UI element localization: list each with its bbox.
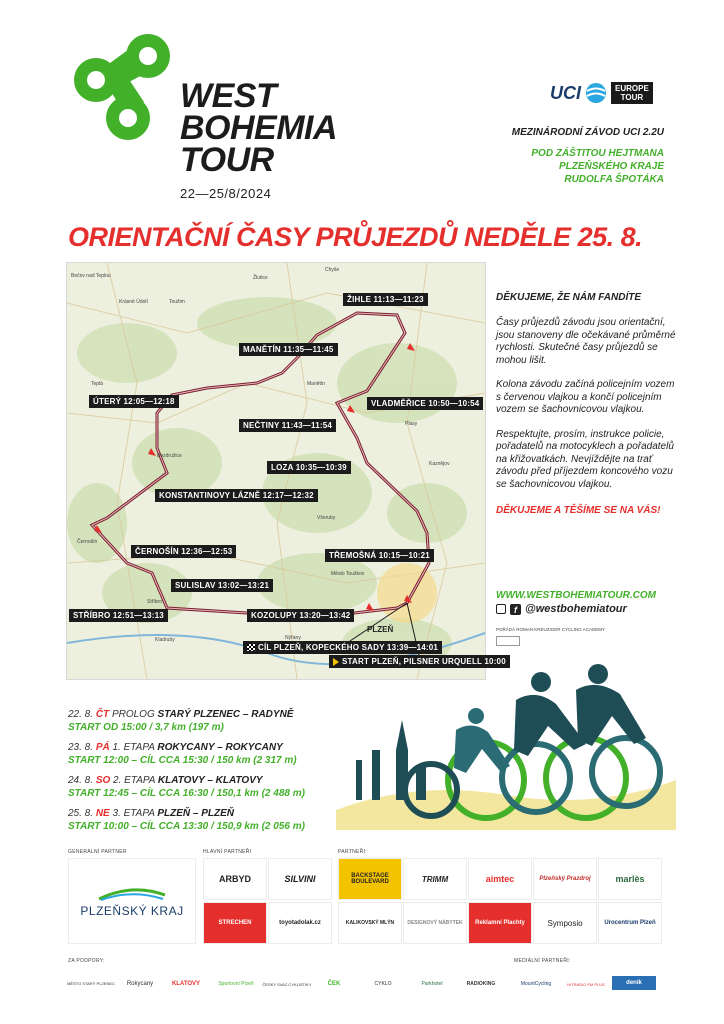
page-headline: ORIENTAČNÍ ČASY PRŮJEZDŮ NEDĚLE 25. 8.	[68, 222, 643, 252]
uci-logo	[550, 82, 653, 104]
checkpoint-label: KONSTANTINOVY LÁZNĚ 12:17—12:32	[155, 489, 318, 502]
facebook-icon: f	[510, 604, 521, 615]
support-logo: CYKLO	[374, 981, 392, 987]
support-logo: Rokycany	[126, 981, 154, 987]
media-heading: MEDIÁLNÍ PARTNEŘI:	[514, 958, 571, 964]
patronage-line: POD ZÁŠTITOU HEJTMANA	[531, 148, 664, 159]
instagram-icon	[496, 604, 506, 614]
media-logo: HITRADIO FM PLUS	[567, 981, 605, 987]
general-partner-heading: GENERÁLNÍ PARTNER	[68, 849, 127, 855]
town-label: Město Touškov	[331, 571, 365, 577]
partner-logo: BACKSTAGE BOULEVARD	[338, 858, 402, 900]
stages-list	[68, 708, 368, 833]
town-label: Stříbro	[147, 599, 163, 605]
side-paragraph: Respektujte, prosím, instrukce policie, pořadatelů na motocyklech a pořadatelů na křižovatkách. Nevjíždějte na trať závodu před příjezdem koncového vozu se šachovnicovou vlajkou.	[496, 428, 674, 490]
thanks-line: DĚKUJEME A TĚŠÍME SE NA VÁS!	[496, 505, 661, 516]
partner-logo: marlès	[598, 858, 662, 900]
checkpoint-label: MANĚTÍN 11:35—11:45	[239, 343, 338, 356]
partner-logo: aimtec	[468, 858, 532, 900]
side-panel	[496, 292, 680, 516]
uci-wordmark: UCI	[550, 82, 581, 103]
partner-logo: TRIMM	[403, 858, 467, 900]
kraj-swoosh-icon	[97, 885, 167, 901]
checkpoint-label: VLADMĚŘICE 10:50—10:54	[367, 397, 483, 410]
town-label: Kladruby	[155, 637, 175, 643]
cyclists-illustration	[336, 660, 676, 840]
town-label: Žlutice	[253, 275, 268, 281]
side-paragraph: Časy průjezdů závodu jsou orientační, jsou stanoveny dle očekávané průměrné rychlosti. Skutečné časy průjezdů se mohou lišit.	[496, 317, 676, 366]
stage-item: 25. 8. NE 3. ETAPA PLZEŇ – PLZEŇ START 10:00 – CÍL CCA 13:30 / 150,9 km (2 056 m)	[68, 808, 305, 832]
side-title: DĚKUJEME, ŽE NÁM FANDÍTE	[496, 292, 642, 303]
checkpoint-label: ÚTERÝ 12:05—12:18	[89, 395, 179, 408]
logo-title: WEST BOHEMIA TOUR	[180, 77, 338, 179]
europe-tour-badge: EUROPE TOUR	[611, 82, 653, 104]
partner-logo: ARBYD	[203, 858, 267, 900]
partner-logo: Urocentrum Plzeň	[598, 902, 662, 944]
finish-label: CÍL PLZEŇ, KOPECKÉHO SADY 13:39—14:01	[243, 641, 442, 654]
media-logo: deník	[612, 976, 656, 990]
town-label: Toužim	[169, 299, 185, 305]
checkpoint-label: ŽIHLE 11:13—11:23	[343, 293, 428, 306]
wbt-chain-logo	[66, 26, 186, 146]
race-info	[404, 126, 664, 186]
partner-logo: Plzeňský Prazdroj	[533, 858, 597, 900]
checkpoint-label: NEČTINY 11:43—11:54	[239, 419, 336, 432]
checkpoint-label: STŘÍBRO 12:51—13:13	[69, 609, 168, 622]
general-partner-logo: PLZEŇSKÝ KRAJ	[68, 858, 196, 944]
partner-logo: STRECHEN	[203, 902, 267, 944]
checkpoint-label: KOZOLUPY 13:20—13:42	[247, 609, 354, 622]
social-handle[interactable]: f @westbohemiatour	[496, 603, 627, 615]
partner-logo: Symposio	[533, 902, 597, 944]
route-map	[66, 262, 506, 680]
checkpoint-label: TŘEMOŠNÁ 10:15—10:21	[325, 549, 434, 562]
stage-item: 22. 8. ČT PROLOG STARÝ PLZENEC – RADYNĚ START OD 15:00 / 3,7 km (197 m)	[68, 709, 294, 733]
town-label: Všeruby	[317, 515, 336, 521]
academy-logo	[496, 636, 520, 646]
main-partners-heading: HLAVNÍ PARTNEŘI	[203, 849, 252, 855]
media-logo: MountCycling	[520, 981, 552, 987]
town-label: Teplá	[91, 381, 103, 387]
checkpoint-label: LOZA 10:35—10:39	[267, 461, 351, 474]
checkpoint-label: SULISLAV 13:02—13:21	[171, 579, 273, 592]
partner-logo: Reklamní Plachty	[468, 902, 532, 944]
website-link[interactable]: WWW.WESTBOHEMIATOUR.COM	[496, 590, 656, 601]
checkpoint-label: ČERNOŠÍN 12:36—12:53	[131, 545, 236, 558]
town-label: Nýřany	[285, 635, 301, 641]
support-logo: ČESKÝ SVAZ CYKLISTIKY	[262, 981, 312, 987]
start-label: START PLZEŇ, PILSNER URQUELL 10:00	[329, 655, 510, 668]
support-logo: ČEK	[327, 981, 341, 987]
partners-heading: PARTNEŘI:	[338, 849, 367, 855]
race-class: MEZINÁRODNÍ ZÁVOD UCI 2.2U	[511, 127, 664, 138]
partner-logo: DESIGNOVÝ NÁBYTEK	[403, 902, 467, 944]
town-label: Kaznějov	[429, 461, 450, 467]
race-dates: 22—25/8/2024	[180, 186, 272, 201]
partner-logo: SILVINI	[268, 858, 332, 900]
checkered-flag-icon	[247, 644, 255, 651]
support-logo: RADIOKING	[466, 981, 496, 987]
town-label: Manětín	[307, 381, 326, 387]
support-logo: Parkhotel	[421, 981, 443, 987]
globe-icon	[585, 82, 607, 104]
support-heading: ZA PODPORY:	[68, 958, 105, 964]
stage-item: 24. 8. SO 2. ETAPA KLATOVY – KLATOVY START 12:45 – CÍL CCA 16:30 / 150,1 km (2 488 m)	[68, 775, 305, 799]
organizer-text: POŘÁDÁ ROMAN KREUZIGER CYCLING ACADEMY	[496, 627, 606, 632]
town-label: Chyše	[325, 267, 340, 273]
support-logo: MĚSTO STARÝ PLZENEC	[67, 980, 115, 986]
partner-logo: KALIKOVSKÝ MLÝN	[338, 902, 402, 944]
support-logo: KLATOVY	[171, 981, 201, 987]
town-label: Bezdružice	[157, 453, 182, 459]
town-label: Bečov nad Teplou	[71, 273, 111, 279]
patronage-line: PLZEŇSKÉHO KRAJE	[558, 161, 664, 172]
side-paragraph: Kolona závodu začíná policejním vozem s červenou vlajkou a končí policejním vozem se šachovnicovou vlajkou.	[496, 379, 675, 415]
town-label: Krásné Údolí	[119, 299, 148, 305]
partner-logo: toyotadolak.cz	[268, 902, 332, 944]
support-logo: Sportovní Plzeň	[218, 981, 254, 987]
stage-item: 23. 8. PÁ 1. ETAPA ROKYCANY – ROKYCANY START 12:00 – CÍL CCA 15:30 / 150 km (2 317 m)	[68, 742, 297, 766]
plzen-label: PLZEŇ	[367, 625, 394, 634]
town-label: Černošín	[77, 539, 98, 545]
patronage-line: RUDOLFA ŠPOTÁKA	[564, 174, 664, 185]
town-label: Plasy	[405, 421, 418, 427]
